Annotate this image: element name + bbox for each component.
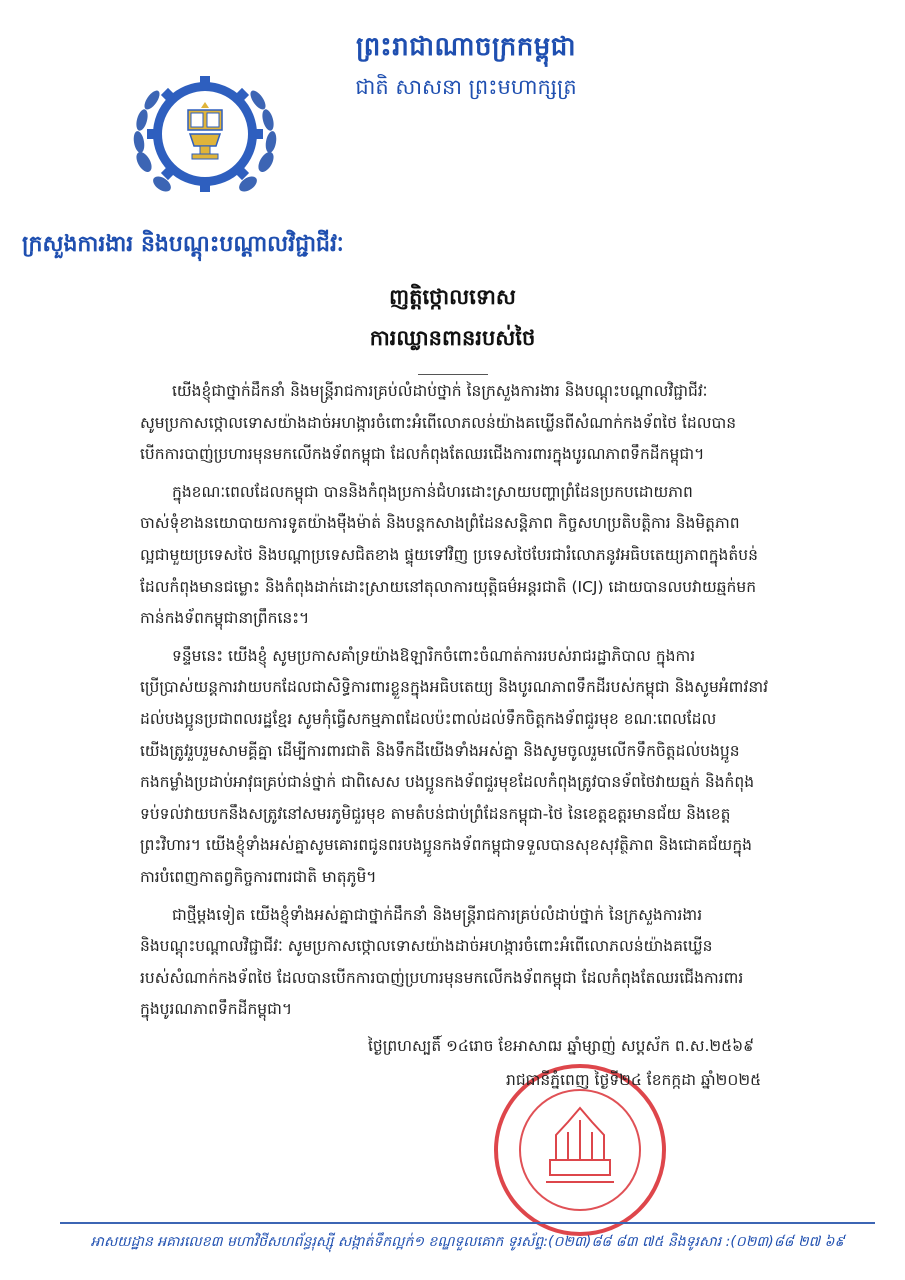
kingdom-header [336, 30, 596, 105]
body-line: ល្អជាមួយប្រទេសថៃ និងបណ្តាប្រទេសជិតខាង ផ្ទុយទៅវិញ ប្រទេសថៃបែរជារំលោភនូវអធិបតេយ្យភាពក្នុងតំបន់ [140, 545, 758, 564]
title-divider [418, 374, 488, 375]
kingdom-title: ព្រះរាជាណាចក្រកម្ពុជា [356, 32, 576, 62]
body-line: សូមប្រកាសថ្កោលទោសយ៉ាងដាច់អហង្ការចំពោះអំពើលោភលន់យ៉ាងគឃ្លើនពីសំណាក់កងទ័ពថៃ ដែលបាន [140, 413, 737, 432]
ministry-emblem-icon [130, 62, 280, 212]
paragraph-1 [140, 376, 862, 471]
title-line-2: ការឈ្លានពានរបស់ថៃ [369, 326, 536, 350]
body-line: កាន់កងទ័ពកម្ពុជានាព្រឹកនេះ។ [140, 609, 310, 628]
body-line: ចាស់ទុំខាងនយោបាយការទូតយ៉ាងម៉ឺងម៉ាត់ និងបន្តកសាងព្រំដែនសន្តិភាព កិច្ចសហប្រតិបត្តិការ និងមិត្តភាព [140, 514, 740, 533]
solar-date: រាជធានីភ្នំពេញ ថ្ងៃទី២៤ ខែកក្កដា ឆ្នាំ២០២៥ [506, 1071, 762, 1089]
paragraph-2 [140, 477, 862, 635]
body-line: បើកការបាញ់ប្រហារមុនមកលើកងទ័ពកម្ពុជា ដែលកំពុងតែឈរជើងការពារក្នុងបូរណភាពទឹកដីកម្ពុជា។ [140, 445, 705, 464]
body-line: យើងខ្ញុំជាថ្នាក់ដឹកនាំ និងមន្ត្រីរាជការគ្រប់លំដាប់ថ្នាក់ នៃក្រសួងការងារ និងបណ្តុះបណ្តាលវិជ្ជាជីវៈ [172, 382, 708, 400]
body-line: ជាថ្មីម្តងទៀត យើងខ្ញុំទាំងអស់គ្នាជាថ្នាក់ដឹកនាំ និងមន្ត្រីរាជការគ្រប់លំដាប់ថ្នាក់ នៃក្រសួងការងារ [172, 905, 703, 924]
title-line-1: ញត្តិថ្កោលទោស [389, 285, 516, 309]
body-line: ប្រើប្រាស់យន្តការវាយបកដែលជាសិទ្ធិការពារខ្លួនក្នុងអធិបតេយ្យ និងបូរណភាពទឹកដីរបស់កម្ពុជា និងសូមអំពាវនាវ [140, 678, 769, 697]
body-line: ដល់បងប្អូនប្រជាពលរដ្ឋខ្មែរ សូមកុំធ្វើសកម្មភាពដែលប៉ះពាល់ដល់ទឹកចិត្តកងទ័ពជួរមុខ ខណៈពេលដែល [140, 709, 717, 728]
document-title [0, 284, 905, 375]
body-line: ក្នុងបូរណភាពទឹកដីកម្ពុជា។ [140, 1000, 293, 1019]
paragraph-4 [140, 900, 862, 1026]
body-line: យើងត្រូវរួបរួមសាមគ្គីគ្នា ដើម្បីការពារជាតិ និងទឹកដីយើងទាំងអស់គ្នា និងសូមចូលរួមលើកទឹកចិត្តដល់បងប្អូន [140, 741, 740, 760]
national-motto: ជាតិ សាសនា ព្រះមហាក្សត្រ [355, 75, 577, 99]
ministry-name: ក្រសួងការងារ និងបណ្តុះបណ្តាលវិជ្ជាជីវៈ [22, 232, 344, 257]
footer-divider [60, 1222, 875, 1224]
body-line: ទប់ទល់វាយបកនឹងសត្រូវនៅសមរភូមិជួរមុខ តាមតំបន់ជាប់ព្រំដែនកម្ពុជា-ថៃ នៃខេត្តឧត្តរមានជ័យ និងខេត្ត [140, 804, 731, 823]
body-line: ការបំពេញកាតព្វកិច្ចការពារជាតិ មាតុភូមិ។ [140, 867, 377, 886]
footer-address: អាសយដ្ឋាន អគារលេខ៣ មហាវិថីសហព័ន្ធរុស្ស៊ី សង្កាត់ទឹកល្អក់១ ខណ្ឌទួលគោក ទូរស័ព្ទ:(០២៣)៨៨ ៨៣ ៧៥ និងទូរសារ :(០២៣)៨៨ ២៧ ៦៩ [90, 1234, 845, 1250]
body-line: និងបណ្តុះបណ្តាលវិជ្ជាជីវៈ សូមប្រកាសថ្កោលទោសយ៉ាងដាច់អហង្ការចំពោះអំពើលោភលន់យ៉ាងគឃ្លើន [140, 937, 713, 956]
lunar-date: ថ្ងៃព្រហស្បតិ៍ ១៤រោច ខែអាសាឍ ឆ្នាំម្សាញ់ សប្តស័ក ព.ស.២៥៦៩ [368, 1037, 755, 1055]
body-line: កងកម្លាំងប្រដាប់អាវុធគ្រប់ជាន់ថ្នាក់ ជាពិសេស បងប្អូនកងទ័ពជួរមុខដែលកំពុងត្រូវបានទ័ពថៃវាយឆ្មក់ និងកំពុង [140, 773, 755, 792]
body-line: ក្នុងខណៈពេលដែលកម្ពុជា បាននិងកំពុងប្រកាន់ជំហរដោះស្រាយបញ្ហាព្រំដែនប្រកបដោយភាព [172, 482, 693, 501]
body-line: របស់សំណាក់កងទ័ពថៃ ដែលបានបើកការបាញ់ប្រហារមុនមកលើកងទ័ពកម្ពុជា ដែលកំពុងតែឈរជើងការពារ [140, 968, 744, 987]
body-line: ព្រះវិហារ។ យើងខ្ញុំទាំងអស់គ្នាសូមគោរពជូនពរបងប្អូនកងទ័ពកម្ពុជាទទួលបានសុខសុវត្ថិភាព និងជោគជ័យក្នុង [140, 836, 752, 855]
body-line: ទន្ទឹមនេះ យើងខ្ញុំ សូមប្រកាសគាំទ្រយ៉ាងឱឡារិកចំពោះចំណាត់ការរបស់រាជរដ្ឋាភិបាល ក្នុងការ [172, 646, 696, 665]
document-body [140, 376, 862, 1032]
body-line: ដែលកំពុងមានជម្លោះ និងកំពុងដាក់ដោះស្រាយនៅតុលាការយុត្តិធម៌អន្តរជាតិ (ICJ) ដោយបានលបវាយឆ្មក់មក [140, 577, 757, 596]
paragraph-3 [140, 641, 862, 894]
